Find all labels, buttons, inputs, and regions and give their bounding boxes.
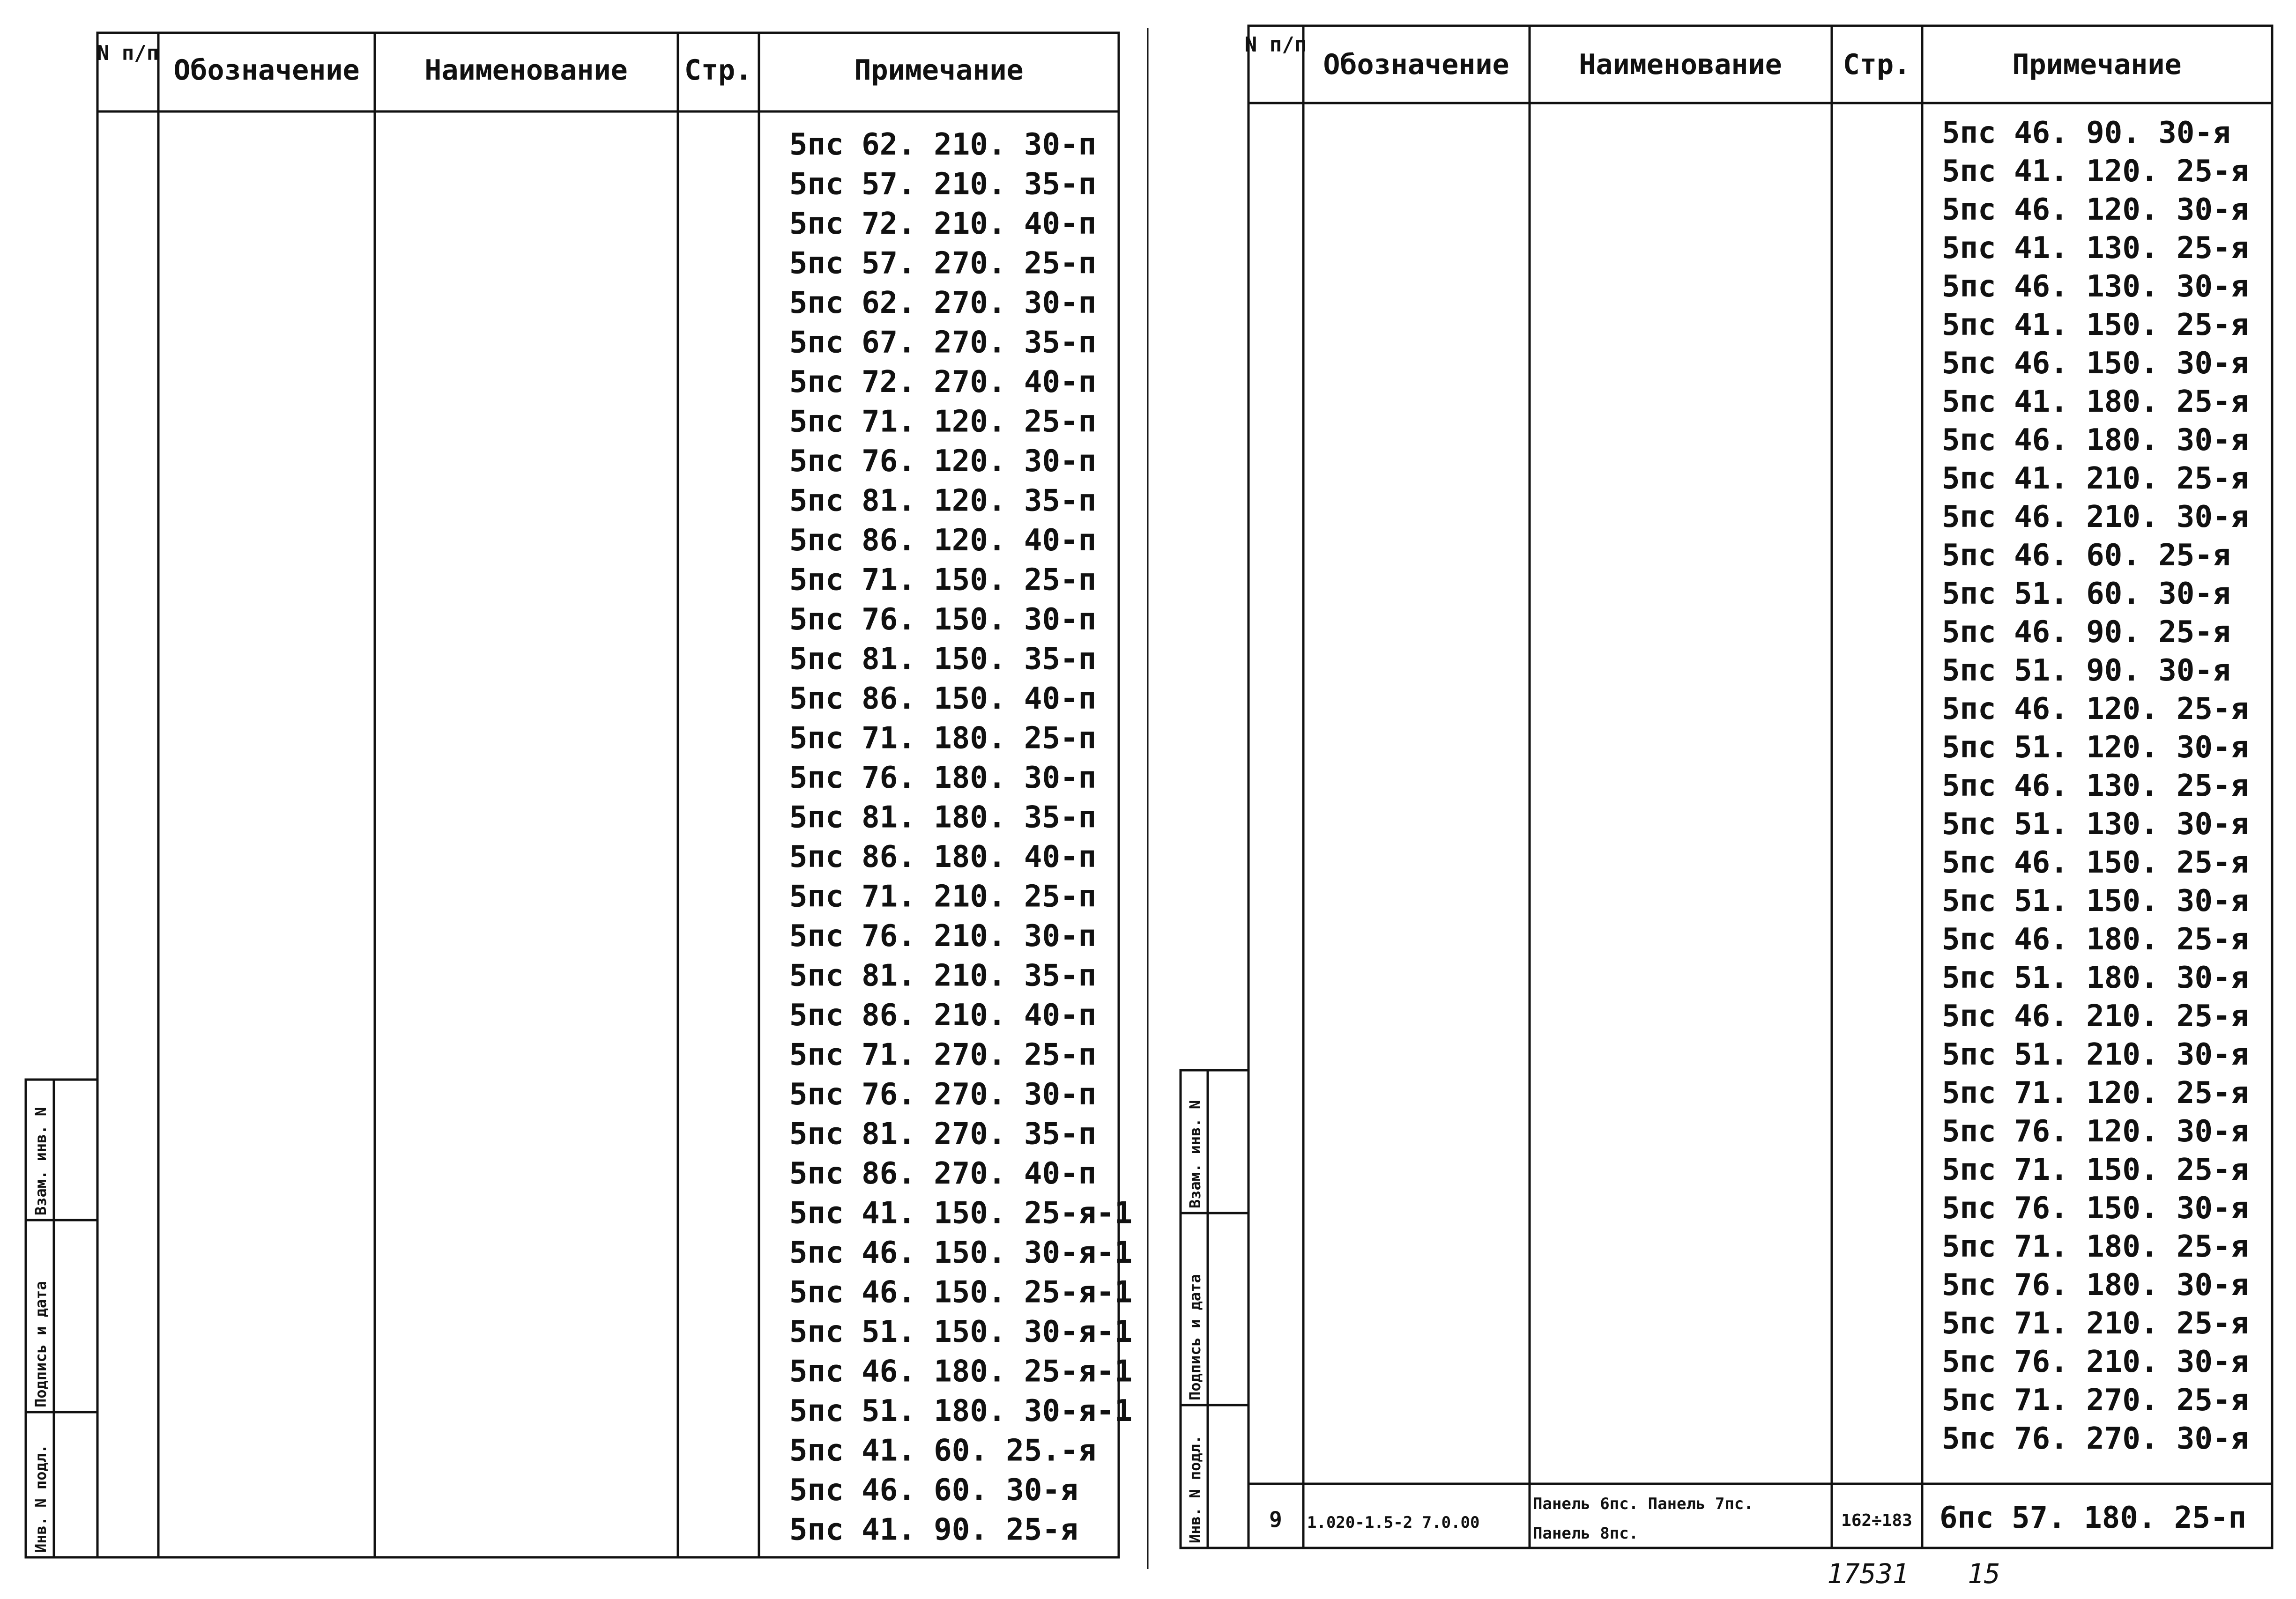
note-entry: 5пс 41. 180. 25-я [1942,385,2249,419]
last-row-page: 162÷183 [1841,1511,1912,1530]
note-entry: 5пс 71. 210. 25-п [789,879,1097,914]
note-entry: 5пс 46. 180. 25-я-1 [789,1354,1133,1389]
note-entry: 5пс 86. 270. 40-п [789,1156,1097,1191]
note-entry: 5пс 76. 150. 30-я [1942,1191,2249,1226]
note-entry: 5пс 71. 150. 25-я [1942,1153,2249,1187]
note-entry: 5пс 41. 90. 25-я [789,1512,1078,1547]
note-entry: 5пс 76. 210. 30-я [1942,1345,2249,1379]
last-row-num: 9 [1269,1507,1282,1532]
note-entry: 5пс 71. 270. 25-п [789,1037,1097,1073]
note-entry: 5пс 86. 210. 40-п [789,998,1097,1033]
note-entry: 5пс 76. 150. 30-п [789,602,1097,637]
note-entry: 5пс 46. 150. 25-я [1942,845,2249,880]
left-header-num: N п/п [97,41,159,65]
footer-doc-number: 17531 [1827,1558,1909,1590]
note-entry: 5пс 41. 120. 25-я [1942,154,2249,189]
note-entry: 5пс 81. 120. 35-п [789,483,1097,518]
note-entry: 5пс 72. 270. 40-п [789,365,1097,400]
note-entry: 5пс 41. 60. 25.-я [789,1433,1097,1468]
note-entry: 5пс 46. 210. 25-я [1942,999,2249,1034]
note-entry: 5пс 46. 120. 30-я [1942,192,2249,227]
note-entry: 5пс 71. 150. 25-п [789,563,1097,598]
right-stamp-podpis-data: Подпись и дата [1186,1274,1204,1400]
note-entry: 5пс 41. 150. 25-я [1942,308,2249,342]
left-notes-list [789,127,1132,1547]
right-notes-list [1942,116,2249,1456]
left-header-note: Примечание [854,54,1024,87]
note-entry: 5пс 62. 270. 30-п [789,286,1097,320]
note-entry: 5пс 71. 120. 25-я [1942,1076,2249,1110]
left-stamp-vzam-inv: Взам. инв. N [32,1107,50,1215]
note-entry: 5пс 51. 60. 30-я [1942,577,2231,611]
note-entry: 5пс 46. 150. 25-я-1 [789,1275,1133,1310]
note-entry: 5пс 71. 180. 25-я [1942,1229,2249,1264]
footer-sheet-number: 15 [1968,1558,2000,1590]
right-table [1245,26,2272,1548]
note-entry: 5пс 76. 180. 30-п [789,761,1097,795]
right-side-stamp [1181,1070,1248,1548]
note-entry: 5пс 46. 60. 30-я [789,1473,1078,1508]
last-row-note: 6пс 57. 180. 25-п [1939,1501,2247,1535]
note-entry: 5пс 51. 150. 30-я-1 [789,1315,1133,1349]
left-header-name: Наименование [424,54,628,87]
note-entry: 5пс 46. 120. 25-я [1942,692,2249,726]
note-entry: 5пс 51. 150. 30-я [1942,884,2249,918]
right-stamp-vzam-inv: Взам. инв. N [1186,1100,1204,1208]
note-entry: 5пс 46. 60. 25-я [1942,538,2231,573]
note-entry: 5пс 51. 180. 30-я [1942,961,2249,995]
note-entry: 5пс 76. 210. 30-п [789,919,1097,954]
note-entry: 5пс 51. 180. 30-я-1 [789,1394,1133,1429]
right-header-designation: Обозначение [1323,48,1509,81]
left-header-page: Стр. [684,54,752,87]
note-entry: 5пс 46. 90. 30-я [1942,116,2231,150]
note-entry: 5пс 51. 210. 30-я [1942,1037,2249,1072]
note-entry: 5пс 41. 130. 25-я [1942,231,2249,266]
note-entry: 5пс 46. 180. 25-я [1942,922,2249,957]
note-entry: 5пс 51. 130. 30-я [1942,807,2249,842]
note-entry: 5пс 76. 270. 30-п [789,1077,1097,1112]
left-side-stamp [26,1080,97,1557]
note-entry: 5пс 57. 270. 25-п [789,246,1097,281]
last-row-name-line2: Панель 8пс. [1533,1524,1639,1543]
note-entry: 5пс 46. 130. 25-я [1942,769,2249,803]
left-table [97,28,1148,1569]
note-entry: 5пс 72. 210. 40-п [789,207,1097,241]
right-stamp-inv-podl: Инв. N подл. [1186,1435,1204,1543]
left-stamp-podpis-data: Подпись и дата [32,1281,50,1407]
note-entry: 5пс 71. 210. 25-я [1942,1306,2249,1341]
note-entry: 5пс 71. 270. 25-я [1942,1383,2249,1418]
note-entry: 5пс 46. 90. 25-я [1942,615,2231,650]
right-header-page: Стр. [1843,48,1911,81]
note-entry: 5пс 71. 120. 25-п [789,404,1097,439]
note-entry: 5пс 57. 210. 35-п [789,167,1097,202]
note-entry: 5пс 86. 150. 40-п [789,681,1097,716]
note-entry: 5пс 81. 180. 35-п [789,800,1097,835]
note-entry: 5пс 46. 180. 30-я [1942,423,2249,458]
note-entry: 5пс 41. 210. 25-я [1942,461,2249,496]
note-entry: 5пс 67. 270. 35-п [789,325,1097,360]
left-stamp-inv-podl: Инв. N подл. [32,1444,50,1553]
last-row-designation: 1.020-1.5-2 7.0.00 [1307,1513,1480,1532]
note-entry: 5пс 81. 210. 35-п [789,958,1097,993]
note-entry: 5пс 46. 130. 30-я [1942,269,2249,304]
left-header-designation: Обозначение [173,54,360,87]
note-entry: 5пс 41. 150. 25-я-1 [789,1196,1133,1231]
note-entry: 5пс 86. 120. 40-п [789,523,1097,558]
note-entry: 5пс 51. 120. 30-я [1942,730,2249,765]
note-entry: 5пс 76. 270. 30-я [1942,1421,2249,1456]
note-entry: 5пс 86. 180. 40-п [789,840,1097,874]
note-entry: 5пс 81. 270. 35-п [789,1117,1097,1152]
last-row-name-line1: Панель 6пс. Панель 7пс. [1533,1495,1754,1513]
right-header-num: N п/п [1244,33,1307,57]
note-entry: 5пс 71. 180. 25-п [789,721,1097,756]
note-entry: 5пс 81. 150. 35-п [789,642,1097,677]
note-entry: 5пс 76. 120. 30-я [1942,1114,2249,1149]
note-entry: 5пс 76. 120. 30-п [789,444,1097,479]
note-entry: 5пс 62. 210. 30-п [789,127,1097,162]
note-entry: 5пс 76. 180. 30-я [1942,1268,2249,1303]
note-entry: 5пс 46. 210. 30-я [1942,500,2249,534]
note-entry: 5пс 51. 90. 30-я [1942,653,2231,688]
note-entry: 5пс 46. 150. 30-я [1942,346,2249,381]
right-header-name: Наименование [1579,48,1782,81]
note-entry: 5пс 46. 150. 30-я-1 [789,1236,1133,1270]
right-header-note: Примечание [2012,48,2182,81]
